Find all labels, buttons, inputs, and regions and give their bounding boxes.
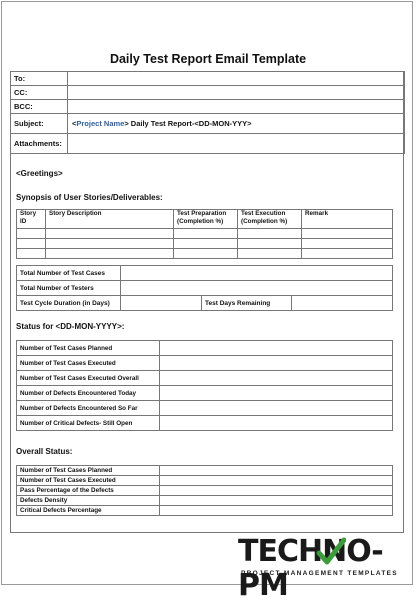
- subject-field[interactable]: [68, 114, 405, 134]
- bcc-row: [11, 100, 405, 114]
- table-row: [17, 386, 393, 401]
- days-remaining-value[interactable]: [292, 296, 393, 311]
- bcc-label: BCC:: [11, 100, 68, 114]
- table-row: [17, 239, 393, 249]
- overall-row-label: Critical Defects Percentage: [17, 506, 160, 516]
- table-row: [17, 249, 393, 259]
- to-row: [11, 72, 405, 86]
- table-row: [17, 229, 393, 239]
- bcc-field[interactable]: [68, 100, 405, 114]
- table-cell[interactable]: [17, 249, 46, 259]
- subject-project-name: Project Name: [76, 119, 125, 128]
- stories-header-row: [17, 210, 393, 229]
- cycle-duration-value[interactable]: [121, 296, 202, 311]
- status-row-label: Number of Defects Encountered So Far: [17, 401, 160, 416]
- status-table: [16, 340, 393, 431]
- overall-row-label: Pass Percentage of the Defects: [17, 486, 160, 496]
- status-row-value[interactable]: [160, 356, 393, 371]
- cc-row: [11, 86, 405, 100]
- table-cell[interactable]: [46, 239, 174, 249]
- table-row: [17, 296, 393, 311]
- table-row: [17, 401, 393, 416]
- checkmark-icon: [316, 537, 346, 567]
- table-row: [17, 416, 393, 431]
- cc-label: CC:: [11, 86, 68, 100]
- synopsis-heading: Synopsis of User Stories/Deliverables:: [16, 193, 163, 202]
- table-cell[interactable]: [46, 229, 174, 239]
- status-row-value[interactable]: [160, 416, 393, 431]
- table-row: [17, 486, 393, 496]
- techno-pm-logo: [238, 534, 408, 603]
- overall-row-value[interactable]: [160, 506, 393, 516]
- table-cell[interactable]: [302, 229, 393, 239]
- attachments-label: Attachments:: [11, 134, 68, 154]
- greetings-text: <Greetings>: [16, 169, 63, 178]
- overall-row-value[interactable]: [160, 486, 393, 496]
- overall-row-value[interactable]: [160, 476, 393, 486]
- status-row-label: Number of Test Cases Planned: [17, 341, 160, 356]
- overall-table: [16, 465, 393, 516]
- table-row: [17, 506, 393, 516]
- to-label: To:: [11, 72, 68, 86]
- overall-row-label: Number of Test Cases Executed: [17, 476, 160, 486]
- status-row-label: Number of Test Cases Executed Overall: [17, 371, 160, 386]
- table-cell[interactable]: [17, 239, 46, 249]
- table-cell[interactable]: [302, 239, 393, 249]
- attachments-field[interactable]: [68, 134, 405, 154]
- table-cell[interactable]: [302, 249, 393, 259]
- page-title: Daily Test Report Email Template: [109, 52, 307, 66]
- total-testers-value[interactable]: [121, 281, 393, 296]
- status-row-value[interactable]: [160, 401, 393, 416]
- table-cell[interactable]: [238, 249, 302, 259]
- col-story-description: Story Description: [46, 210, 174, 229]
- col-remark: Remark: [302, 210, 393, 229]
- days-remaining-label: Test Days Remaining: [202, 296, 292, 311]
- subject-rest: > Daily Test Report-<DD-MON-YYY>: [124, 119, 252, 128]
- table-row: [17, 356, 393, 371]
- total-test-cases-value[interactable]: [121, 266, 393, 281]
- status-heading: Status for <DD-MON-YYYY>:: [16, 322, 125, 331]
- table-row: [17, 266, 393, 281]
- overall-row-value[interactable]: [160, 496, 393, 506]
- overall-row-label: Number of Test Cases Planned: [17, 466, 160, 476]
- col-test-preparation: Test Preparation (Completion %): [174, 210, 238, 229]
- status-row-label: Number of Test Cases Executed: [17, 356, 160, 371]
- overall-heading: Overall Status:: [16, 447, 73, 456]
- cycle-duration-label: Test Cycle Duration (in Days): [17, 296, 121, 311]
- attachments-row: [11, 134, 405, 154]
- stories-table: [16, 209, 393, 259]
- table-row: [17, 466, 393, 476]
- logo-wordmark: TECHNO-PM: [238, 534, 383, 603]
- total-testers-label: Total Number of Testers: [17, 281, 121, 296]
- table-row: [17, 476, 393, 486]
- table-cell[interactable]: [174, 229, 238, 239]
- subject-lt: <: [72, 119, 77, 128]
- email-header-table: [10, 71, 405, 154]
- table-cell[interactable]: [17, 229, 46, 239]
- status-row-label: Number of Critical Defects- Still Open: [17, 416, 160, 431]
- cc-field[interactable]: [68, 86, 405, 100]
- total-test-cases-label: Total Number of Test Cases: [17, 266, 121, 281]
- table-row: [17, 281, 393, 296]
- totals-table: [16, 265, 393, 311]
- table-cell[interactable]: [46, 249, 174, 259]
- table-row: [17, 341, 393, 356]
- status-row-value[interactable]: [160, 386, 393, 401]
- status-row-label: Number of Defects Encountered Today: [17, 386, 160, 401]
- table-row: [17, 371, 393, 386]
- subject-label: Subject:: [11, 114, 68, 134]
- table-cell[interactable]: [238, 239, 302, 249]
- table-cell[interactable]: [238, 229, 302, 239]
- logo-tagline: PROJECT MANAGEMENT TEMPLATES: [241, 570, 398, 577]
- status-row-value[interactable]: [160, 341, 393, 356]
- to-field[interactable]: [68, 72, 405, 86]
- overall-row-label: Defects Density: [17, 496, 160, 506]
- col-story-id: Story ID: [17, 210, 46, 229]
- status-row-value[interactable]: [160, 371, 393, 386]
- table-row: [17, 496, 393, 506]
- table-cell[interactable]: [174, 239, 238, 249]
- subject-row: [11, 114, 405, 134]
- table-cell[interactable]: [174, 249, 238, 259]
- col-test-execution: Test Execution (Completion %): [238, 210, 302, 229]
- overall-row-value[interactable]: [160, 466, 393, 476]
